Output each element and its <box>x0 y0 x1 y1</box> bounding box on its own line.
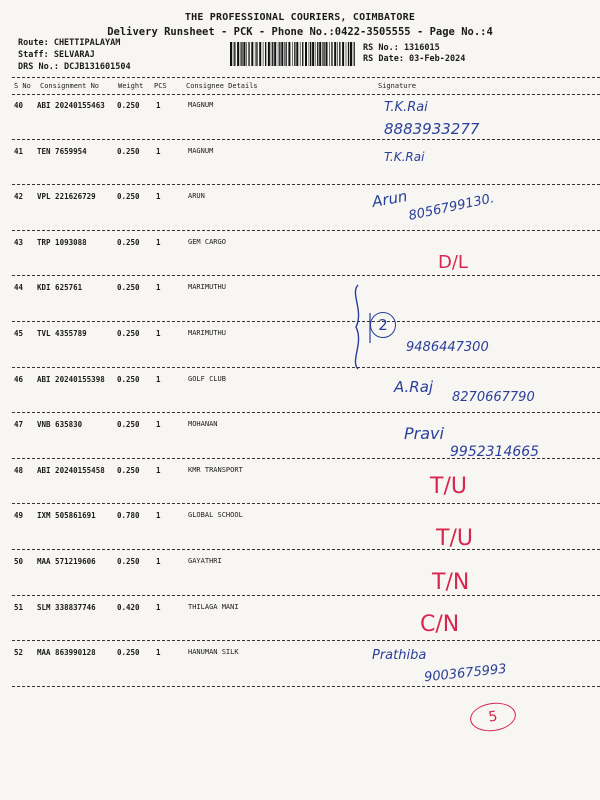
row-sno: 40 <box>14 101 24 110</box>
row-divider <box>12 139 600 140</box>
row-pcs: 1 <box>156 283 161 293</box>
consignee-name: MARIMUTHU <box>188 283 226 292</box>
barcode-bar <box>234 42 235 66</box>
row-sno: 46 <box>14 374 24 384</box>
barcode-bar <box>243 42 245 66</box>
column-header-divider <box>12 94 600 95</box>
barcode-bar <box>288 42 290 66</box>
barcode-bar <box>348 42 349 66</box>
consignee-name: GEM CARGO <box>188 237 226 246</box>
consignee-name: ARUN <box>188 192 205 201</box>
barcode-bar <box>300 42 301 66</box>
row-divider <box>12 367 600 368</box>
consignment-number: VPL 221626729 <box>37 192 96 202</box>
status-mark: T/U <box>436 526 473 551</box>
barcode-bar <box>350 42 352 66</box>
row-weight: 0.250 <box>117 283 140 293</box>
consignee-name: MAGNUM <box>188 101 214 109</box>
row-pcs: 1 <box>156 237 161 247</box>
barcode-bar <box>281 42 283 66</box>
row-weight: 0.250 <box>117 237 140 247</box>
handwritten-signature: Arun <box>370 187 409 211</box>
barcode-bar <box>233 42 234 66</box>
drs-number: DRS No.: DCJB131601504 <box>18 62 131 72</box>
row-pcs: 1 <box>156 374 161 384</box>
barcode-bar <box>246 42 247 66</box>
row-weight: 0.250 <box>117 146 140 156</box>
barcode-bar <box>317 42 318 66</box>
col-consignment-header: Consignment No <box>40 82 100 90</box>
table-row <box>0 142 600 187</box>
barcode-bar <box>274 42 276 66</box>
rs-number: RS No.: 1316015 <box>363 43 440 53</box>
table-row <box>0 324 600 369</box>
barcode-bar <box>271 42 272 66</box>
row-pcs: 1 <box>156 602 161 612</box>
consignee-name: GLOBAL SCHOOL <box>188 511 243 520</box>
barcode-bar <box>294 42 295 66</box>
status-mark: T/U <box>430 474 467 499</box>
row-pcs: 1 <box>156 511 161 521</box>
row-weight: 0.250 <box>117 648 140 658</box>
row-divider <box>12 321 600 322</box>
col-signature-header: Signature <box>378 82 416 90</box>
barcode-bar <box>286 42 287 66</box>
consignment-number: TEN 7659954 <box>37 146 87 156</box>
barcode-bar <box>284 42 285 66</box>
barcode-bar <box>272 42 273 66</box>
barcode-bar <box>265 42 266 66</box>
row-sno: 52 <box>14 648 24 658</box>
table-row <box>0 506 600 551</box>
table-row <box>0 278 600 323</box>
table-row <box>0 552 600 597</box>
consignee-name: MARIMUTHU <box>188 329 226 337</box>
row-pcs: 1 <box>156 146 161 156</box>
barcode-bar <box>319 42 321 66</box>
barcode-bar <box>312 42 314 66</box>
row-pcs: 1 <box>156 465 161 475</box>
barcode-bar <box>248 42 249 66</box>
consignee-name: GOLF CLUB <box>188 374 226 383</box>
consignee-name: MOHANAN <box>188 420 218 429</box>
barcode-bar <box>339 42 340 66</box>
barcode-bar <box>278 42 279 66</box>
consignment-number: KDI 625761 <box>37 283 83 293</box>
row-sno: 49 <box>14 511 24 521</box>
staff-label: Staff: SELVARAJ <box>18 50 95 60</box>
table-row <box>0 598 600 643</box>
handwritten-phone: 9952314665 <box>450 444 540 460</box>
handwritten-phone: 8056799130. <box>407 191 496 224</box>
barcode-bar <box>251 42 253 66</box>
consignee-name: GAYATHRI <box>188 557 222 565</box>
status-mark: D/L <box>438 252 468 273</box>
handwritten-signature: Prathiba <box>372 648 427 663</box>
handwritten-signature: T.K.Rai <box>384 100 428 115</box>
row-pcs: 1 <box>156 101 161 110</box>
row-divider <box>12 686 600 687</box>
barcode-bar <box>337 42 338 66</box>
consignment-number: ABI 20240155463 <box>37 101 105 110</box>
header-divider <box>12 77 600 78</box>
col-consignee-header: Consignee Details <box>186 82 258 90</box>
barcode-bar <box>310 42 311 66</box>
row-divider <box>12 549 600 550</box>
row-sno: 41 <box>14 146 24 156</box>
handwritten-signature: Pravi <box>404 424 444 443</box>
row-sno: 51 <box>14 602 24 612</box>
row-sno: 43 <box>14 237 24 247</box>
table-row <box>0 187 600 232</box>
row-pcs: 1 <box>156 192 161 202</box>
row-divider <box>12 503 600 504</box>
status-mark: C/N <box>420 612 460 637</box>
consignment-number: ABI 20240155398 <box>37 374 105 384</box>
barcode-bar <box>259 42 261 66</box>
row-sno: 44 <box>14 283 24 293</box>
table-row <box>0 96 600 141</box>
barcode-bar <box>230 42 232 66</box>
barcode-bar <box>309 42 310 66</box>
barcode-bar <box>279 42 280 66</box>
barcode-bar <box>240 42 241 66</box>
barcode-bar <box>255 42 256 66</box>
row-weight: 0.250 <box>117 374 140 384</box>
consignment-number: VNB 635830 <box>37 420 83 430</box>
row-divider <box>12 275 600 276</box>
barcode-bar <box>353 42 354 66</box>
barcode-bar <box>329 42 330 66</box>
handwritten-signature: A.Raj <box>394 378 434 396</box>
barcode-bar <box>296 42 298 66</box>
row-pcs: 1 <box>156 329 161 338</box>
barcode-bar <box>322 42 323 66</box>
row-weight: 0.250 <box>117 557 140 566</box>
row-sno: 48 <box>14 465 24 475</box>
consignment-number: IXM 505861691 <box>37 511 96 521</box>
row-divider <box>12 412 600 413</box>
company-title: THE PROFESSIONAL COURIERS, COIMBATORE <box>184 12 416 23</box>
row-sno: 45 <box>14 329 24 338</box>
consignment-number: TVL 4355789 <box>37 329 87 338</box>
row-sno: 50 <box>14 557 24 566</box>
row-pcs: 1 <box>156 420 161 430</box>
table-row <box>0 233 600 278</box>
row-pcs: 1 <box>156 648 161 658</box>
handwritten-phone: 9486447300 <box>406 340 489 355</box>
row-divider <box>12 230 600 231</box>
barcode-bar <box>256 42 257 66</box>
handwritten-phone: 8270667790 <box>452 390 535 405</box>
runsheet-heading: Delivery Runsheet - PCK - Phone No.:0422-3505555 - Page No.:4 <box>107 26 493 38</box>
barcode-bar <box>342 42 344 66</box>
row-weight: 0.780 <box>117 511 140 521</box>
barcode-bar <box>326 42 328 66</box>
row-sno: 42 <box>14 192 24 202</box>
barcode-image <box>230 42 355 66</box>
table-row <box>0 643 600 688</box>
table-row <box>0 461 600 506</box>
col-sno-header: S No <box>14 82 31 90</box>
consignment-number: ABI 20240155458 <box>37 465 105 475</box>
row-pcs: 1 <box>156 557 161 566</box>
row-weight: 0.250 <box>117 329 140 338</box>
status-mark: T/N <box>432 570 470 595</box>
barcode-bar <box>305 42 307 66</box>
consignee-name: HANUMAN SILK <box>188 648 239 657</box>
consignment-number: SLM 338837746 <box>37 602 96 612</box>
col-weight-header: Weight <box>118 82 144 90</box>
barcode-bar <box>334 42 336 66</box>
row-divider <box>12 184 600 185</box>
handwritten-phone: 8883933277 <box>384 120 480 138</box>
col-pcs-header: PCS <box>154 82 167 90</box>
barcode-bar <box>331 42 332 66</box>
row-weight: 0.250 <box>117 192 140 202</box>
consignee-name: THILAGA MANI <box>188 602 239 611</box>
circled-count-mark: 2 <box>370 312 396 338</box>
row-divider <box>12 595 600 596</box>
barcode-bar <box>241 42 242 66</box>
barcode-bar <box>346 42 347 66</box>
barcode-bar <box>354 42 355 66</box>
consignment-number: TRP 1093088 <box>37 237 87 247</box>
consignment-number: MAA 863990128 <box>37 648 96 658</box>
route-label: Route: CHETTIPALAYAM <box>18 38 121 48</box>
row-sno: 47 <box>14 420 24 430</box>
page-count-circle: 5 <box>468 700 517 734</box>
row-weight: 0.250 <box>117 420 140 430</box>
row-weight: 0.250 <box>117 101 140 110</box>
barcode-bar <box>292 42 293 66</box>
barcode-bar <box>237 42 239 66</box>
row-divider <box>12 640 600 641</box>
barcode-bar <box>268 42 270 66</box>
barcode-bar <box>263 42 264 66</box>
barcode-bar <box>315 42 316 66</box>
handwritten-phone: 9003675993 <box>423 661 508 686</box>
row-weight: 0.250 <box>117 465 140 475</box>
barcode-bar <box>323 42 324 66</box>
consignee-name: KMR TRANSPORT <box>188 465 243 474</box>
barcode-bar <box>302 42 303 66</box>
rs-date: RS Date: 03-Feb-2024 <box>363 54 466 64</box>
handwritten-signature: T.K.Rai <box>384 150 425 164</box>
row-weight: 0.420 <box>117 602 140 612</box>
consignee-name: MAGNUM <box>188 146 214 155</box>
consignment-number: MAA 571219606 <box>37 557 96 566</box>
